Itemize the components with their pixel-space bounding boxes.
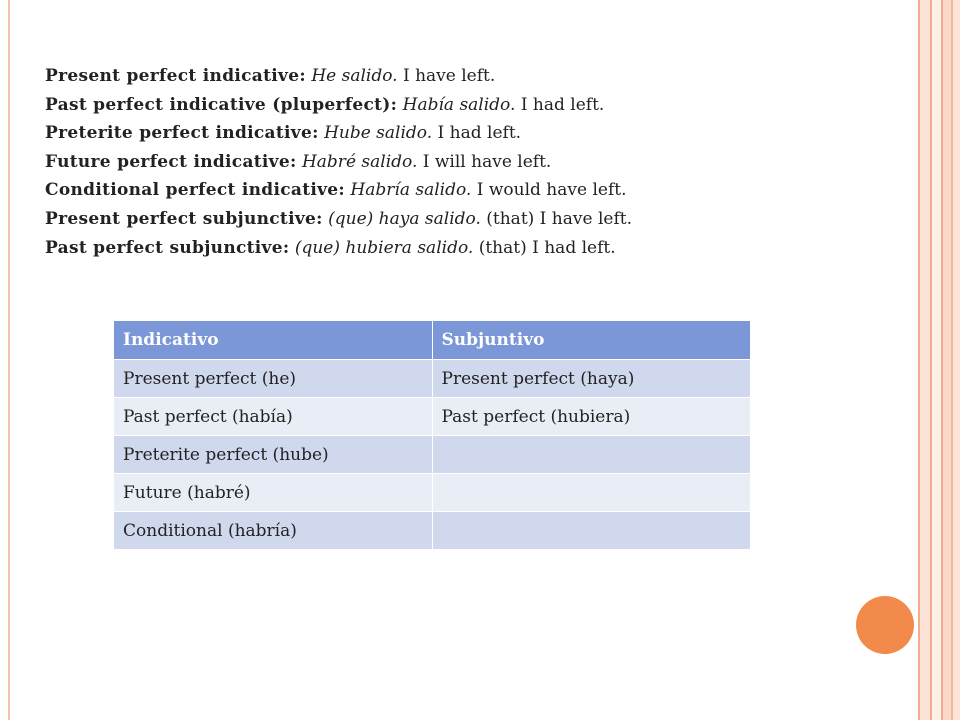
spanish-example: Habré salido. xyxy=(301,151,418,172)
english-translation: (that) I had left. xyxy=(478,237,616,258)
table-row xyxy=(114,474,751,512)
table-cell: Past perfect (había) xyxy=(114,398,433,436)
english-translation: (that) I have left. xyxy=(486,208,632,229)
tense-label: Preterite perfect indicative: xyxy=(45,123,319,144)
spanish-example: Hube salido. xyxy=(324,123,433,144)
tense-line xyxy=(45,176,905,205)
table-cell xyxy=(432,436,751,474)
spanish-example: He salido. xyxy=(311,66,398,86)
table-row xyxy=(114,436,751,474)
header-subjuntivo: Subjuntivo xyxy=(432,321,751,360)
table-cell: Future (habré) xyxy=(114,474,433,512)
table-row xyxy=(114,512,751,550)
spanish-example: Había salido. xyxy=(402,94,516,115)
tense-label: Past perfect subjunctive: xyxy=(45,237,290,258)
spanish-example: (que) hubiera salido. xyxy=(294,237,474,258)
tense-line xyxy=(45,234,905,263)
english-translation: I have left. xyxy=(402,66,496,86)
right-border-stripe xyxy=(943,0,951,720)
header-indicativo: Indicativo xyxy=(114,321,433,360)
right-border-stripe xyxy=(932,0,941,720)
tense-line xyxy=(45,91,905,120)
spanish-example: (que) haya salido. xyxy=(328,208,481,229)
table-row xyxy=(114,360,751,398)
tense-label: Past perfect indicative (pluperfect): xyxy=(45,94,398,115)
tense-label: Present perfect indicative: xyxy=(45,66,306,86)
tense-label: Present perfect subjunctive: xyxy=(45,208,323,229)
tense-line xyxy=(45,148,905,177)
decorative-circle xyxy=(856,596,914,654)
english-translation: I would have left. xyxy=(476,180,627,201)
table-cell: Present perfect (haya) xyxy=(432,360,751,398)
tense-label: Future perfect indicative: xyxy=(45,151,297,172)
spanish-example: Habría salido. xyxy=(350,180,472,201)
table-cell: Preterite perfect (hube) xyxy=(114,436,433,474)
table-cell xyxy=(432,512,751,550)
table-cell: Present perfect (he) xyxy=(114,360,433,398)
tense-line xyxy=(45,62,905,91)
mood-table xyxy=(113,320,751,550)
english-translation: I will have left. xyxy=(422,151,552,172)
right-border-stripe xyxy=(920,0,930,720)
table-cell: Past perfect (hubiera) xyxy=(432,398,751,436)
tense-list xyxy=(45,62,905,262)
left-border-line xyxy=(8,0,10,720)
right-border-stripe xyxy=(953,0,960,720)
tense-line xyxy=(45,205,905,234)
table-cell: Conditional (habría) xyxy=(114,512,433,550)
tense-label: Conditional perfect indicative: xyxy=(45,180,345,201)
tense-line xyxy=(45,119,905,148)
table-cell xyxy=(432,474,751,512)
table-row xyxy=(114,398,751,436)
english-translation: I had left. xyxy=(520,94,605,115)
table-header-row xyxy=(114,321,751,360)
english-translation: I had left. xyxy=(437,123,522,144)
